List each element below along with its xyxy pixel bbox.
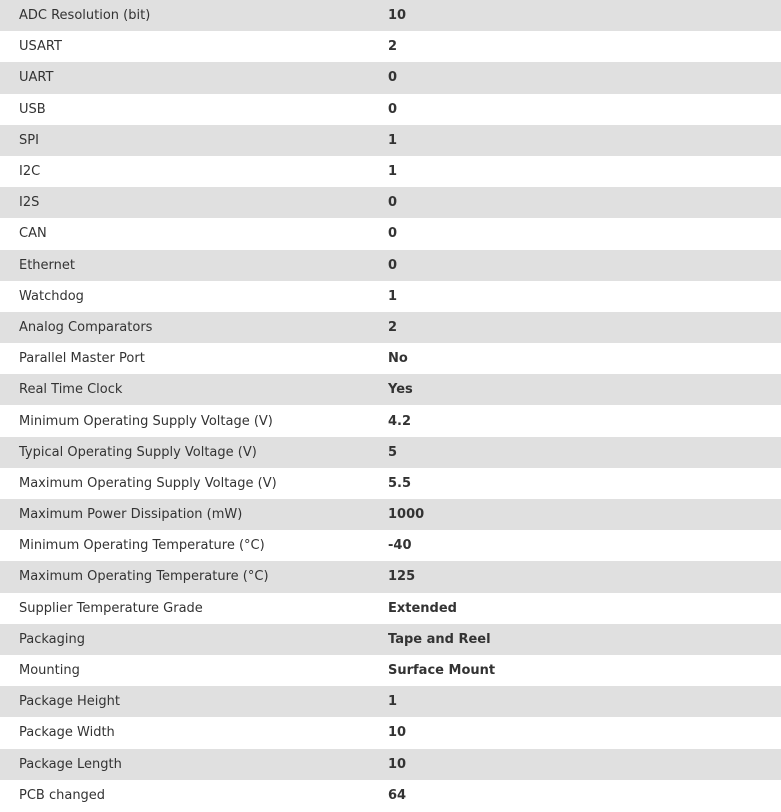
spec-label: Maximum Operating Temperature (°C) xyxy=(19,569,269,585)
spec-value: 10 xyxy=(388,8,407,24)
spec-label: Real Time Clock xyxy=(19,382,123,398)
spec-value: 5.5 xyxy=(388,475,412,491)
spec-label: USART xyxy=(19,39,62,55)
spec-row xyxy=(0,405,781,436)
spec-label: I2C xyxy=(19,164,41,180)
spec-label: I2S xyxy=(19,195,40,211)
spec-label: Package Height xyxy=(19,694,120,710)
spec-row xyxy=(0,530,781,561)
spec-value: Tape and Reel xyxy=(388,631,491,647)
spec-value: 0 xyxy=(388,101,398,117)
spec-value: 1 xyxy=(388,164,398,180)
spec-value: 0 xyxy=(388,195,398,211)
spec-label: Watchdog xyxy=(19,288,84,304)
spec-label: Mounting xyxy=(19,663,80,679)
spec-value: 64 xyxy=(388,787,407,803)
spec-value: -40 xyxy=(388,538,412,554)
spec-row xyxy=(0,374,781,405)
spec-label: CAN xyxy=(19,226,47,242)
spec-value: 2 xyxy=(388,39,398,55)
spec-value: 0 xyxy=(388,257,398,273)
spec-label: Analog Comparators xyxy=(19,319,153,335)
spec-row xyxy=(0,281,781,312)
spec-value: 4.2 xyxy=(388,413,412,429)
spec-row xyxy=(0,0,781,31)
spec-label: PCB changed xyxy=(19,787,106,803)
spec-value: 1 xyxy=(388,288,398,304)
spec-row xyxy=(0,156,781,187)
spec-value: No xyxy=(388,351,408,367)
spec-row xyxy=(0,31,781,62)
spec-label: Supplier Temperature Grade xyxy=(19,600,203,616)
spec-label: ADC Resolution (bit) xyxy=(19,8,151,24)
spec-label: Typical Operating Supply Voltage (V) xyxy=(19,444,257,460)
spec-label: Package Width xyxy=(19,725,115,741)
spec-label: Package Length xyxy=(19,756,122,772)
spec-row xyxy=(0,468,781,499)
spec-row xyxy=(0,218,781,249)
spec-value: 10 xyxy=(388,725,407,741)
spec-label: USB xyxy=(19,101,46,117)
spec-row xyxy=(0,94,781,125)
spec-value: Extended xyxy=(388,600,457,616)
spec-value: 1 xyxy=(388,132,398,148)
spec-row xyxy=(0,655,781,686)
spec-row xyxy=(0,437,781,468)
spec-value: 10 xyxy=(388,756,407,772)
spec-value: 0 xyxy=(388,70,398,86)
spec-label: Maximum Operating Supply Voltage (V) xyxy=(19,475,277,491)
spec-row xyxy=(0,343,781,374)
spec-value: 1000 xyxy=(388,507,425,523)
spec-value: 0 xyxy=(388,226,398,242)
spec-row xyxy=(0,780,781,811)
spec-row xyxy=(0,593,781,624)
spec-row xyxy=(0,624,781,655)
spec-label: Minimum Operating Supply Voltage (V) xyxy=(19,413,273,429)
spec-row xyxy=(0,717,781,748)
spec-value: Yes xyxy=(388,382,413,398)
spec-row xyxy=(0,187,781,218)
spec-value: 2 xyxy=(388,319,398,335)
spec-label: Packaging xyxy=(19,631,85,647)
spec-value: 1 xyxy=(388,694,398,710)
spec-row xyxy=(0,125,781,156)
spec-value: Surface Mount xyxy=(388,663,496,679)
spec-row xyxy=(0,561,781,592)
spec-label: UART xyxy=(19,70,54,86)
spec-label: Parallel Master Port xyxy=(19,351,145,367)
spec-row xyxy=(0,686,781,717)
spec-row xyxy=(0,749,781,780)
spec-row xyxy=(0,250,781,281)
spec-value: 125 xyxy=(388,569,416,585)
spec-row xyxy=(0,312,781,343)
spec-label: Minimum Operating Temperature (°C) xyxy=(19,538,265,554)
spec-row xyxy=(0,499,781,530)
spec-label: SPI xyxy=(19,132,39,148)
spec-label: Maximum Power Dissipation (mW) xyxy=(19,507,243,523)
spec-row xyxy=(0,62,781,93)
spec-value: 5 xyxy=(388,444,398,460)
spec-label: Ethernet xyxy=(19,257,75,273)
